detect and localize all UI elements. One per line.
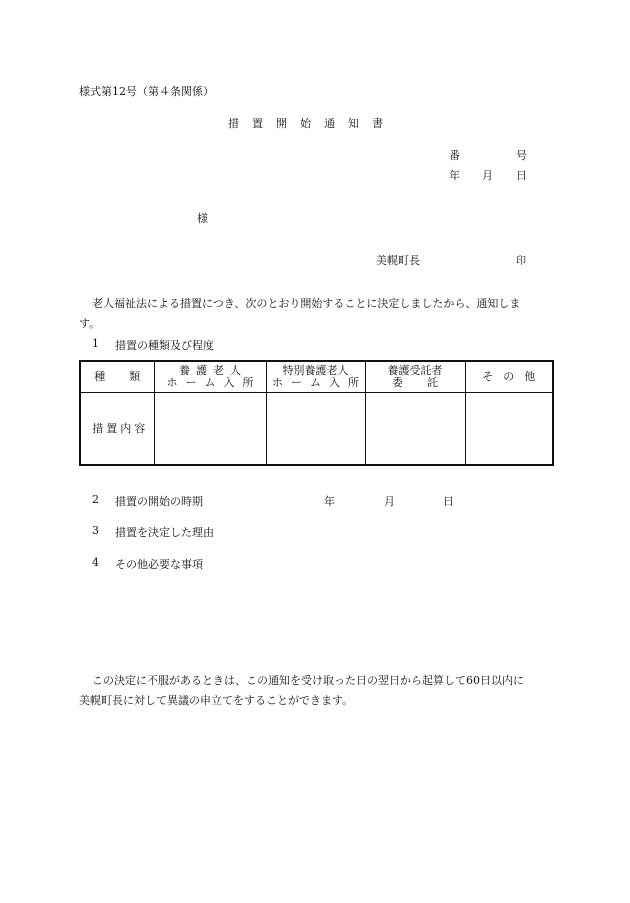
table-cell — [154, 393, 266, 466]
addressee-suffix: 様 — [197, 212, 208, 225]
column-header: その他 — [465, 361, 553, 393]
row-header-content: 措置内容 — [80, 393, 154, 466]
form-label: 様式第12号（第４条関係） — [79, 85, 214, 98]
section3-number: 3 — [92, 524, 99, 537]
body-text-line1: 老人福祉法による措置につき、次のとおり開始することに決定しましたから、通知しま — [92, 297, 521, 310]
seal-mark: 印 — [516, 256, 526, 267]
issuer-name: 美幌町長 — [376, 254, 420, 267]
number-label: 番 — [449, 149, 460, 162]
row-header-kind: 種類 — [80, 361, 154, 393]
appeal-notice-line1: この決定に不服があるときは、この通知を受け取った日の翌日から起算して60日以内に — [92, 674, 524, 687]
section1-number: 1 — [92, 337, 99, 350]
date-year: 年 — [449, 169, 460, 182]
body-text-line2: す。 — [79, 317, 101, 330]
section1-label: 措置の種類及び程度 — [115, 339, 214, 352]
section4-number: 4 — [92, 556, 99, 569]
section2-label: 措置の開始の時期 — [115, 495, 203, 508]
section2-month: 月 — [384, 495, 395, 508]
table-cell — [266, 393, 365, 466]
appeal-notice-line2: 美幌町長に対して異議の申立てをすることができます。 — [79, 694, 354, 707]
date-day: 日 — [516, 169, 527, 182]
section4-label: その他必要な事項 — [115, 558, 203, 571]
column-header: 特別養護老人 ホーム入所 — [266, 361, 365, 393]
measures-table — [79, 360, 554, 466]
table-cell — [365, 393, 465, 466]
table-cell — [465, 393, 553, 466]
section2-year: 年 — [324, 495, 335, 508]
section2-day: 日 — [443, 495, 454, 508]
section3-label: 措置を決定した理由 — [115, 526, 214, 539]
date-month: 月 — [482, 169, 493, 182]
table-row — [80, 393, 553, 466]
section2-number: 2 — [92, 493, 99, 506]
column-header: 養護老人 ホーム入所 — [154, 361, 266, 393]
document-title: 措置開始通知書 — [228, 117, 396, 130]
table-header-row — [80, 361, 553, 393]
column-header: 養護受託者 委託 — [365, 361, 465, 393]
number-suffix: 号 — [516, 149, 527, 162]
